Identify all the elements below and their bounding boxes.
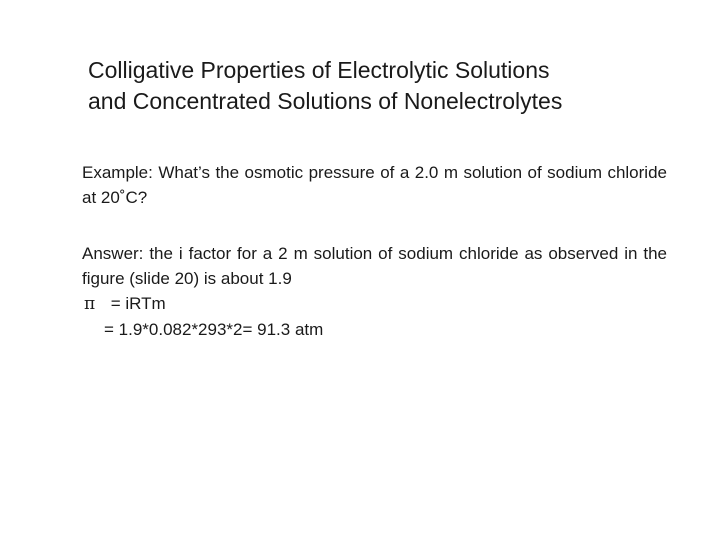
- title-line-2: and Concentrated Solutions of Nonelectrolytes: [88, 88, 563, 114]
- title-line-1: Colligative Properties of Electrolytic Solutions: [88, 57, 550, 83]
- example-question: Example: What’s the osmotic pressure of a 2.0 m solution of sodium chloride at 20˚C?: [82, 163, 667, 207]
- formula-rhs: = iRTm: [106, 294, 166, 313]
- osmotic-formula: [82, 291, 667, 317]
- pi-symbol: π: [84, 294, 96, 314]
- slide-body: [82, 160, 667, 342]
- slide-title: [88, 55, 688, 117]
- calculation-result: = 1.9*0.082*293*2= 91.3 atm: [104, 320, 324, 339]
- answer-text: Answer: the i factor for a 2 m solution of sodium chloride as observed in the figure (slide 20) is about 1.9: [82, 244, 667, 288]
